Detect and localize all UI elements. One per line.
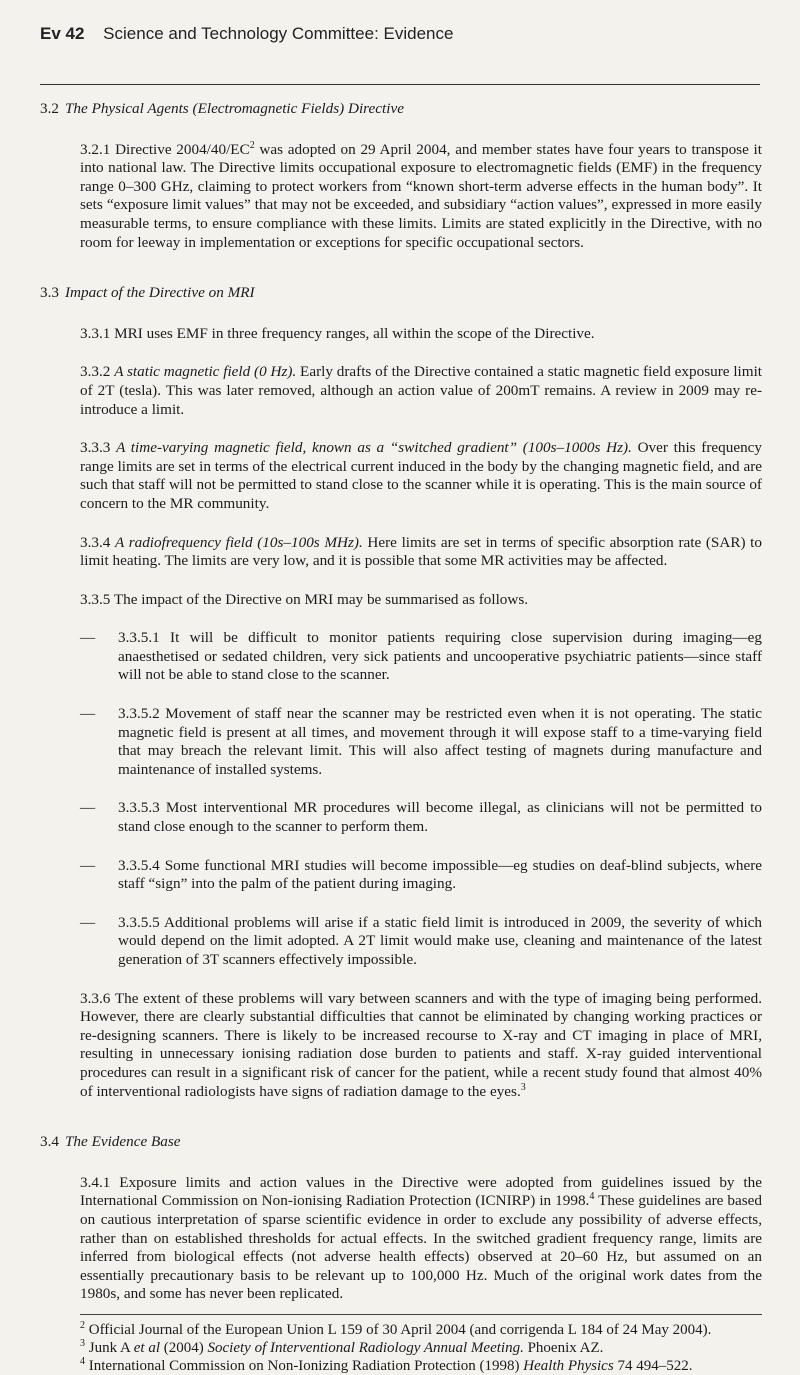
dash-bullet: — xyxy=(80,913,96,931)
paragraph-3-2-1: 3.2.1 Directive $2004/40/EC^2$ was adopted on 29 April 2004, and member states have four years to transpose it into national law. The Directive limits occupational exposure to electromagnetic fields (EMF) in the frequency range 0–300 GHz, claiming to protect workers from “known short-term adverse effects in the human body”. It sets “exposure limit values” that may not be exceeded, and subsidiary “action values”, expressed in more easily measurable terms, to ensure compliance with these limits. Limits are stated explicitly in the Directive, with no room for leeway in implementation or exceptions for specific occupational sectors. xyxy=(80,139,762,251)
paragraph-3-3-1: 3.3.1 MRI uses EMF in three frequency ranges, all within the scope of the Directive. xyxy=(80,324,595,342)
dash-bullet: — xyxy=(80,705,96,723)
paragraph-3-3-5: 3.3.5 The impact of the Directive on MRI may be summarised as follows. xyxy=(80,590,529,608)
running-header xyxy=(40,24,453,44)
footnote-ref-4: 4 xyxy=(589,1191,595,1203)
footnote-ref-3: 3 xyxy=(520,1081,526,1093)
dash-bullet: — xyxy=(80,799,96,817)
section-3-3-heading: 3.3 Impact of the Directive on MRI xyxy=(40,284,255,302)
footnote-2: $^2$ Official Journal of the European Union L 159 of 30 April 2004 (and corrigenda L 184 of 24 May 2004). xyxy=(80,1319,712,1338)
footnote-3: $^3$ Junk A et al (2004) Society of Interventional Radiology Annual Meeting. Phoenix AZ. xyxy=(80,1337,604,1356)
page-number: Ev 42 xyxy=(40,24,85,43)
footnote-rule xyxy=(80,1314,762,1315)
paragraph-3-3-2: 3.3.2 A static magnetic field (0 Hz). Early drafts of the Directive contained a static magnetic field exposure limit of 2T (tesla). This was later removed, although an action value of 200mT remains. A review in 2009 may re-introduce a limit. xyxy=(80,363,763,418)
committee-title: Science and Technology Committee: Evidence xyxy=(103,24,454,43)
footnote-ref-2: 2 xyxy=(249,139,255,151)
header-rule xyxy=(40,84,760,85)
list-item-3-3-5-2: — 3.3.5.2 Movement of staff near the scanner may be restricted even when it is not operating. The static magnetic field is present at all times, and movement through it will expose staff to a time-varying field that may breach the relevant limit. This will also affect testing of magnets during manufacture and maintenance of installed systems. xyxy=(80,705,762,778)
dash-bullet: — xyxy=(80,629,96,647)
paragraph-3-3-3: 3.3.3 A time-varying magnetic field, known as a “switched gradient” (100s–1000s Hz). Over this frequency range limits are set in terms of the electrical current induced in the body by the changing magnetic field, and are such that staff will not be permitted to stand close to the scanner while it is operating. This is the main source of concern to the MR community. xyxy=(80,439,762,512)
page-body xyxy=(40,100,762,1375)
paragraph-3-4-1: 3.4.1 Exposure limits and action values in the Directive were adopted from guidelines issued by the International Commission on Non-ionising Radiation Protection (ICNIRP) in 1998.$^4$ These guidelines are based on cautious interpretation of sparse scientific evidence in order to exclude any possibility of adverse effects, rather than on established thresholds for actual effects. In the switched gradient frequency range, limits are inferred from biological effects (not adverse health effects) observed at 20–60 Hz, but assumed on an essentially precautionary basis to be relevant up to 100,000 Hz. Much of the original work dates from the 1980s, and some has never been replicated. xyxy=(80,1173,762,1303)
section-3-2-heading: 3.2 The Physical Agents (Electromagnetic Fields) Directive xyxy=(40,100,404,117)
list-item-3-3-5-5: — 3.3.5.5 Additional problems will arise if a static field limit is introduced in 2009, the severity of which would depend on the limit adopted. A 2T limit would make use, cleaning and maintenance of the latest generation of 3T scanners effectively impossible. xyxy=(80,913,762,968)
paragraph-3-3-6: 3.3.6 The extent of these problems will vary between scanners and with the type of imaging being performed. However, there are clearly substantial difficulties that cannot be eliminated by changing working practices or re-designing scanners. There is likely to be increased recourse to X-ray and CT imaging in place of MRI, resulting in unnecessary ionising radiation dose burden to patients and staff. X-ray guided interventional procedures can result in a significant risk of cancer for the patient, while a recent study found that almost 40% of interventional radiologists have signs of radiation damage to the eyes.$^3$ xyxy=(80,989,762,1100)
section-3-4-heading: 3.4 The Evidence Base xyxy=(40,1133,181,1151)
list-item-3-3-5-3: — 3.3.5.3 Most interventional MR procedures will become illegal, as clinicians will not be permitted to stand close enough to the scanner to perform them. xyxy=(80,799,762,836)
list-item-3-3-5-4: — 3.3.5.4 Some functional MRI studies will become impossible—eg studies on deaf-blind subjects, where staff “sign” into the palm of the patient during imaging. xyxy=(80,856,762,893)
list-item-3-3-5-1: — 3.3.5.1 It will be difficult to monitor patients requiring close supervision during imaging—eg anaesthetised or sedated children, very sick patients and uncooperative psychiatric patients—since staff will not be able to stand close to the scanner. xyxy=(80,629,762,684)
paragraph-3-3-4: 3.3.4 A radiofrequency field (10s–100s MHz). Here limits are set in terms of specific absorption rate (SAR) to limit heating. The limits are very low, and it is possible that some MR activities may be affected. xyxy=(80,533,763,570)
footnote-4: $^4$ International Commission on Non-Ionizing Radiation Protection (1998) Health Physics 74 494–522. xyxy=(80,1355,693,1374)
dash-bullet: — xyxy=(80,856,96,874)
